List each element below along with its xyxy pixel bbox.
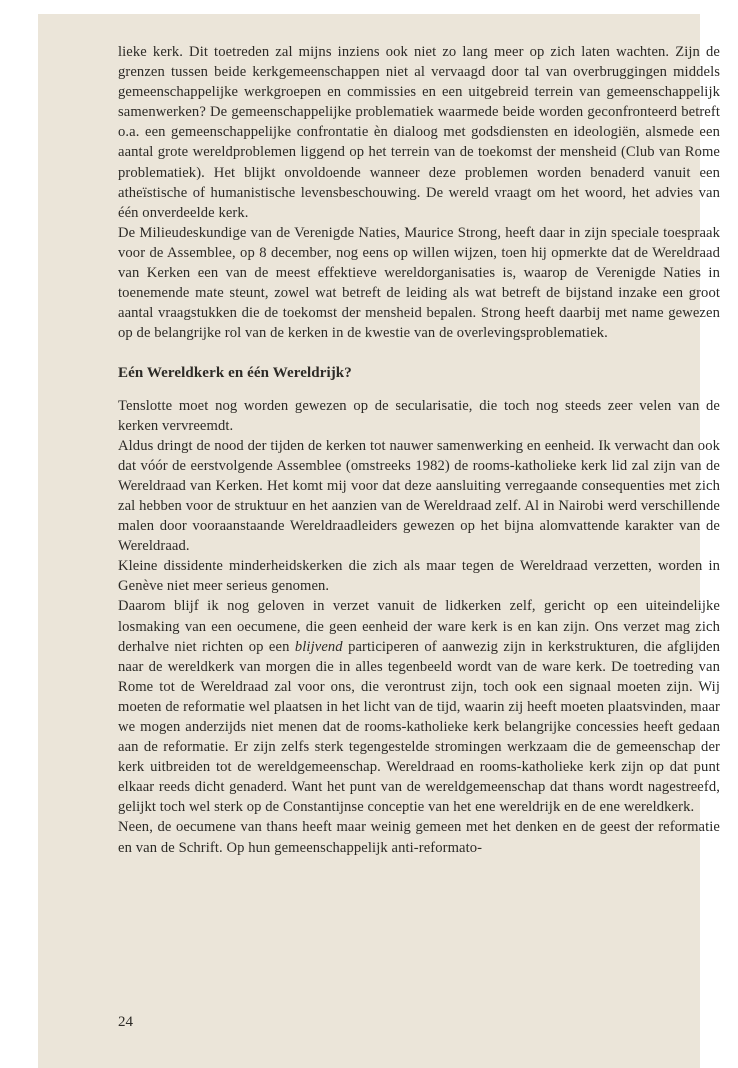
page-number: 24 — [118, 1014, 133, 1030]
paragraph-6-part-2: participeren of aanwezig zijn in kerkstrukturen, die afglijden naar de wereldkerk van morgen die in alles tegenbeeld wordt van de ware kerk. De toetreding van Rome tot de Wereldraad zal voor ons, die verontrust zijn, toch ook een signaal moeten zijn. Wij moeten de reformatie wel plaatsen in het licht van de tijd, waarin zij heeft moeten plaatsvinden, maar we mogen anderzijds niet menen dat de rooms-katholieke kerk belangrijke concessies heeft gedaan aan de reformatie. Er zijn zelfs sterk tegengestelde stromingen werkzaam die de gemeenschap der kerk uitbreiden tot de wereldgemeenschap. Wereldraad en rooms-katholieke kerk zijn op dat punt elkaar reeds dicht genaderd. Want het punt van de wereldgemeenschap dat thans wordt nagestreefd, gelijkt toch wel sterk op de Constantijnse conceptie van het ene wereldrijk en de ene wereldkerk. — [118, 638, 720, 816]
body-text — [118, 42, 720, 858]
book-page — [38, 14, 720, 1068]
paragraph-2: De Milieudeskundige van de Verenigde Naties, Maurice Strong, heeft daar in zijn speciale toespraak voor de Assemblee, op 8 december, nog eens op willen wijzen, toen hij opmerkte dat de Wereldraad van Kerken een van de meest effektieve wereldorganisaties is, waarop de Verenigde Naties in toenemende mate steunt, zowel wat betreft de leiding als wat betreft de bijstand inzake een groot aantal vraagstukken die de toekomst der mensheid bepalen. Strong heeft daarbij met name gewezen op de belangrijke rol van de kerken in de kwestie van de overlevingsproblematiek. — [118, 224, 720, 342]
emphasis-blijvend: blijvend — [294, 638, 343, 655]
paragraph-6 — [118, 596, 720, 817]
paragraph-5: Kleine dissidente minderheidskerken die zich als maar tegen de Wereldraad verzetten, worden in Genève niet meer serieus genomen. — [118, 558, 720, 595]
paragraph-4: Aldus dringt de nood der tijden de kerken tot nauwer samenwerking en eenheid. Ik verwacht dan ook dat vóór de eerstvolgende Assemblee (omstreeks 1982) de rooms-katholieke kerk lid zal zijn van de Wereldraad van Kerken. Het komt mij voor dat deze aansluiting verregaande consequenties met zich zal hebben voor de struktuur en het aanzien van de Wereldraad zelf. Al in Nairobi werd verschillende malen door vooraanstaande Wereldraadleiders gewezen op het bijna alomvattende karakter van de Wereldraad. — [118, 437, 720, 555]
paragraph-6-part-1: Daarom blijf ik nog geloven in verzet vanuit de lidkerken zelf, gericht op een uiteindelijke losmaking van een oecumene, die geen eenheid der ware kerk is en kan zijn. Ons verzet mag zich derhalve niet richten op een — [118, 598, 720, 655]
paragraph-7: Neen, de oecumene van thans heeft maar weinig gemeen met het denken en de geest der reformatie en van de Schrift. Op hun gemeenschappelijk anti-reformato- — [118, 819, 720, 856]
section-heading: Eén Wereldkerk en één Wereldrijk? — [118, 365, 352, 382]
paragraph-3: Tenslotte moet nog worden gewezen op de secularisatie, die toch nog steeds zeer velen van de kerken vervreemdt. — [118, 397, 720, 434]
paragraph-1: lieke kerk. Dit toetreden zal mijns inziens ook niet zo lang meer op zich laten wachten. Zijn de grenzen tussen beide kerkgemeenschappen niet al vervaagd door tal van overbruggingen middels gemeenschappelijke werkgroepen en commissies en een uitgebreid terrein van gemeenschappelijk samenwerken? De gemeenschappelijke problematiek waarmede beide worden geconfronteerd betreft o.a. een gemeenschappelijke confrontatie èn dialoog met godsdiensten en ideologiën, alsmede een aantal grote wereldproblemen liggend op het terrein van de toekomst der mensheid (Club van Rome problematiek). Het blijkt onvoldoende wanneer deze problemen worden benaderd vanuit een atheïstische of humanistische levensbeschouwing. De wereld vraagt om het woord, het advies van één onverdeelde kerk. — [118, 44, 720, 221]
